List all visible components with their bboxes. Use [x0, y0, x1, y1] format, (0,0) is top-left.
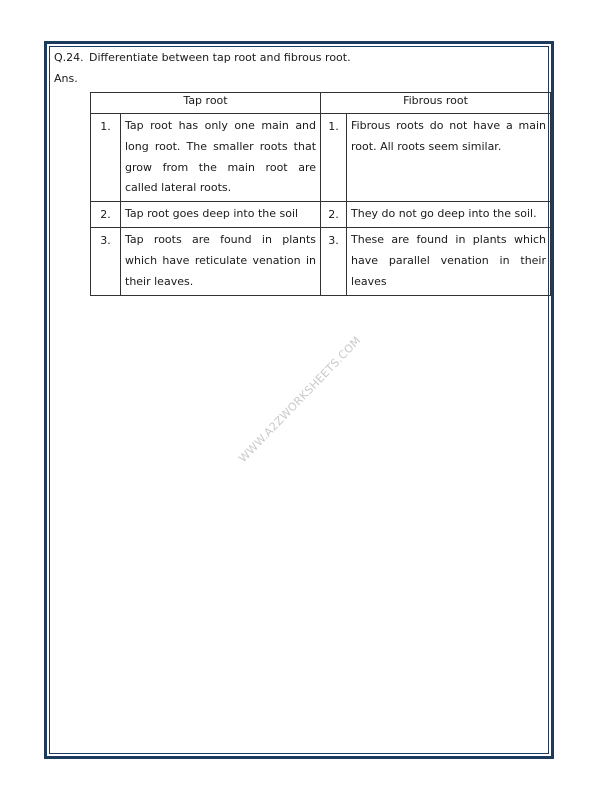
- tap-row-number: 3.: [91, 228, 121, 295]
- header-fibrous-root: Fibrous root: [321, 93, 551, 114]
- fibrous-root-point: They do not go deep into the soil.: [347, 202, 551, 228]
- header-tap-root: Tap root: [91, 93, 321, 114]
- fibrous-row-number: 1.: [321, 114, 347, 202]
- tap-root-point: Tap root goes deep into the soil: [121, 202, 321, 228]
- question-number: Q.24.: [54, 51, 84, 64]
- fibrous-row-number: 3.: [321, 228, 347, 295]
- watermark: WWW.A2ZWORKSHEETS.COM: [236, 333, 364, 466]
- answer-label: Ans.: [54, 72, 78, 85]
- table-row: [91, 202, 551, 228]
- tap-row-number: 1.: [91, 114, 121, 202]
- table-row: [91, 228, 551, 295]
- comparison-table: [90, 92, 551, 296]
- question: [54, 51, 351, 64]
- tap-root-point: Tap root has only one main and long root. The smaller roots that grow from the main root are called lateral roots.: [121, 114, 321, 202]
- tap-root-point: Tap roots are found in plants which have reticulate venation in their leaves.: [121, 228, 321, 295]
- table-row: [91, 114, 551, 202]
- fibrous-root-point: These are found in plants which have parallel venation in their leaves: [347, 228, 551, 295]
- question-text: Differentiate between tap root and fibrous root.: [89, 51, 351, 64]
- fibrous-root-point: Fibrous roots do not have a main root. All roots seem similar.: [347, 114, 551, 202]
- tap-row-number: 2.: [91, 202, 121, 228]
- fibrous-row-number: 2.: [321, 202, 347, 228]
- table-header-row: [91, 93, 551, 114]
